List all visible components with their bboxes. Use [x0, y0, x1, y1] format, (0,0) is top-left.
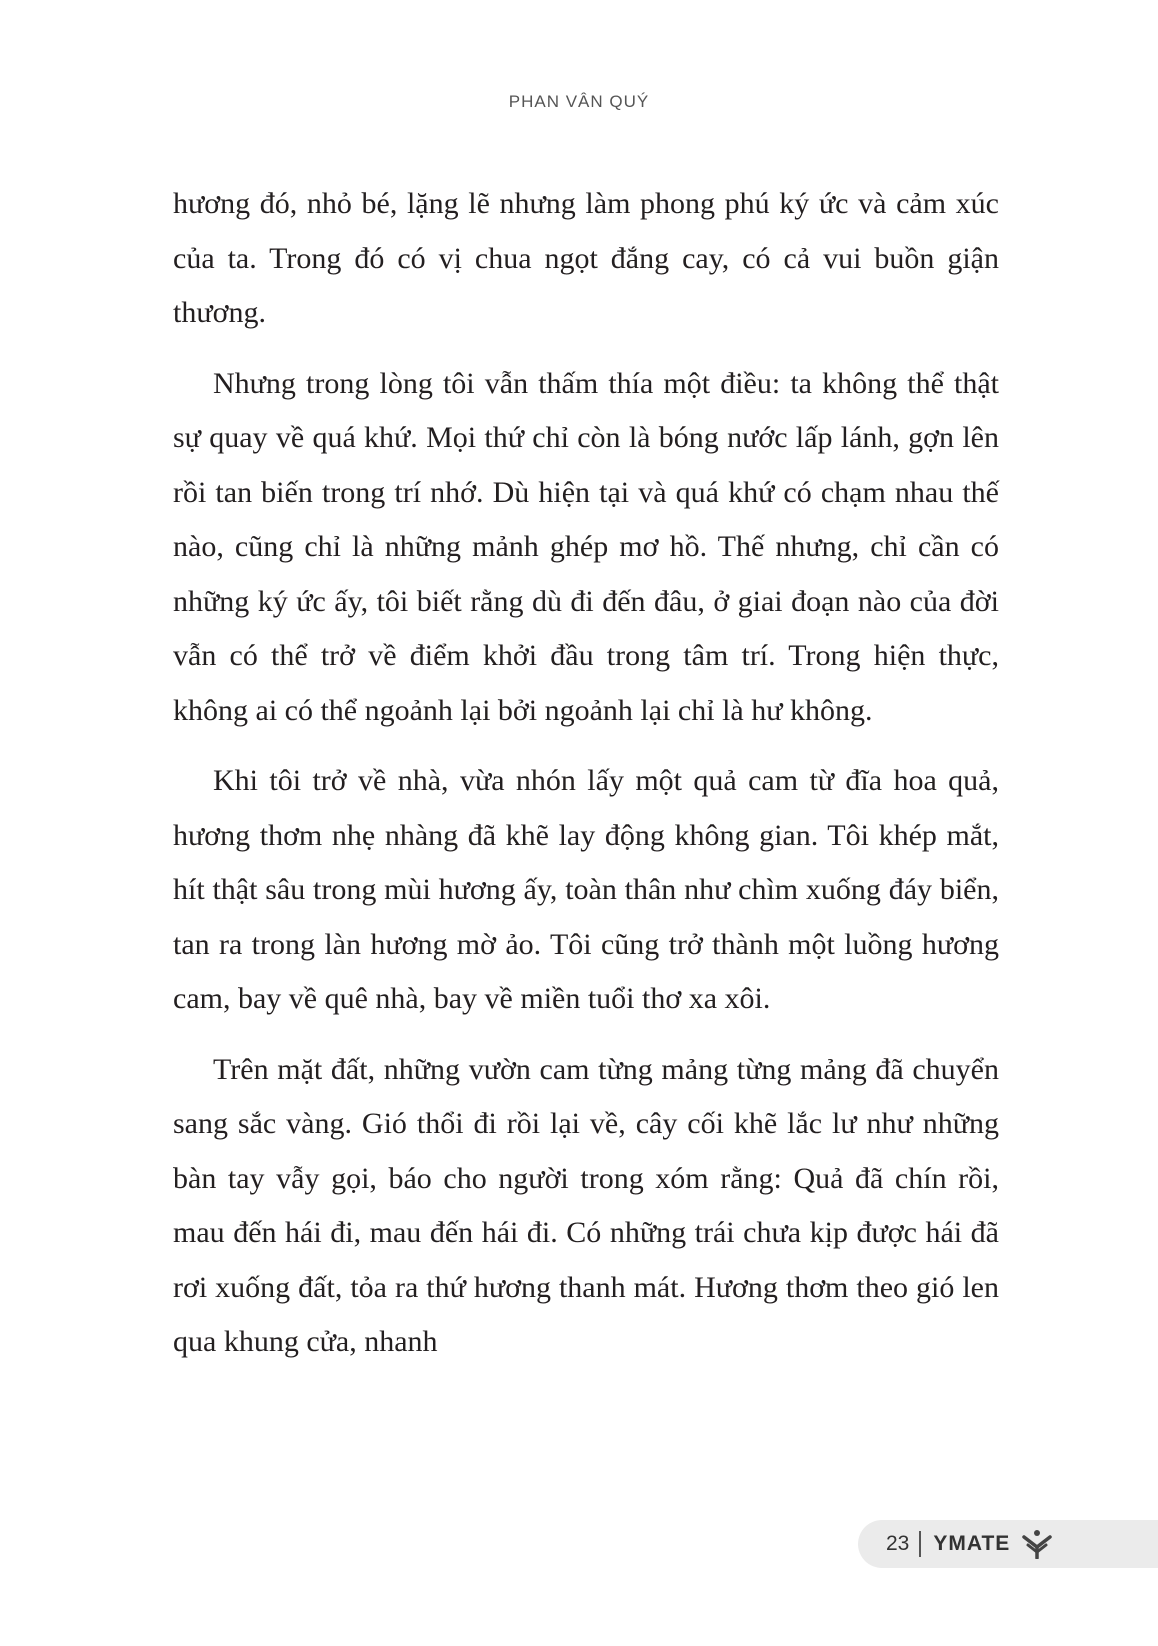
footer-divider [919, 1531, 921, 1557]
body-text [173, 177, 999, 1386]
paragraph-1: hương đó, nhỏ bé, lặng lẽ nhưng làm phong phú ký ức và cảm xúc của ta. Trong đó có vị chua ngọt đắng cay, có cả vui buồn giận thương. [173, 187, 999, 329]
running-header: PHAN VÂN QUÝ [508, 92, 650, 111]
paragraph-4: Trên mặt đất, những vườn cam từng mảng từng mảng đã chuyển sang sắc vàng. Gió thổi đi rồi lại về, cây cối khẽ lắc lư như những bàn tay vẫy gọi, báo cho người trong xóm rằng: Quả đã chín rồi, mau đến hái đi, mau đến hái đi. Có những trái chưa kịp được hái đã rơi xuống đất, tỏa ra thứ hương thanh mát. Hương thơm theo gió len qua khung cửa, nhanh [173, 1052, 999, 1358]
brand-name: YMATE [933, 1532, 1011, 1555]
page-number: 23 [886, 1532, 910, 1555]
ymate-logo-icon [1020, 1529, 1054, 1559]
page-footer [858, 1520, 1158, 1568]
paragraph-3: Khi tôi trở về nhà, vừa nhón lấy một quả cam từ đĩa hoa quả, hương thơm nhẹ nhàng đã khẽ lay động không gian. Tôi khép mắt, hít thật sâu trong mùi hương ấy, toàn thân như chìm xuống đáy biển, tan ra trong làn hương mờ ảo. Tôi cũng trở thành một luồng hương cam, bay về quê nhà, bay về miền tuổi thơ xa xôi. [173, 764, 999, 1015]
paragraph-2: Nhưng trong lòng tôi vẫn thấm thía một điều: ta không thể thật sự quay về quá khứ. Mọi thứ chỉ còn là bóng nước lấp lánh, gợn lên rồi tan biến trong trí nhớ. Dù hiện tại và quá khứ có chạm nhau thế nào, cũng chỉ là những mảnh ghép mơ hồ. Thế nhưng, chỉ cần có những ký ức ấy, tôi biết rằng dù đi đến đâu, ở giai đoạn nào của đời vẫn có thể trở về điểm khởi đầu trong tâm trí. Trong hiện thực, không ai có thể ngoảnh lại bởi ngoảnh lại chỉ là hư không. [173, 366, 999, 727]
